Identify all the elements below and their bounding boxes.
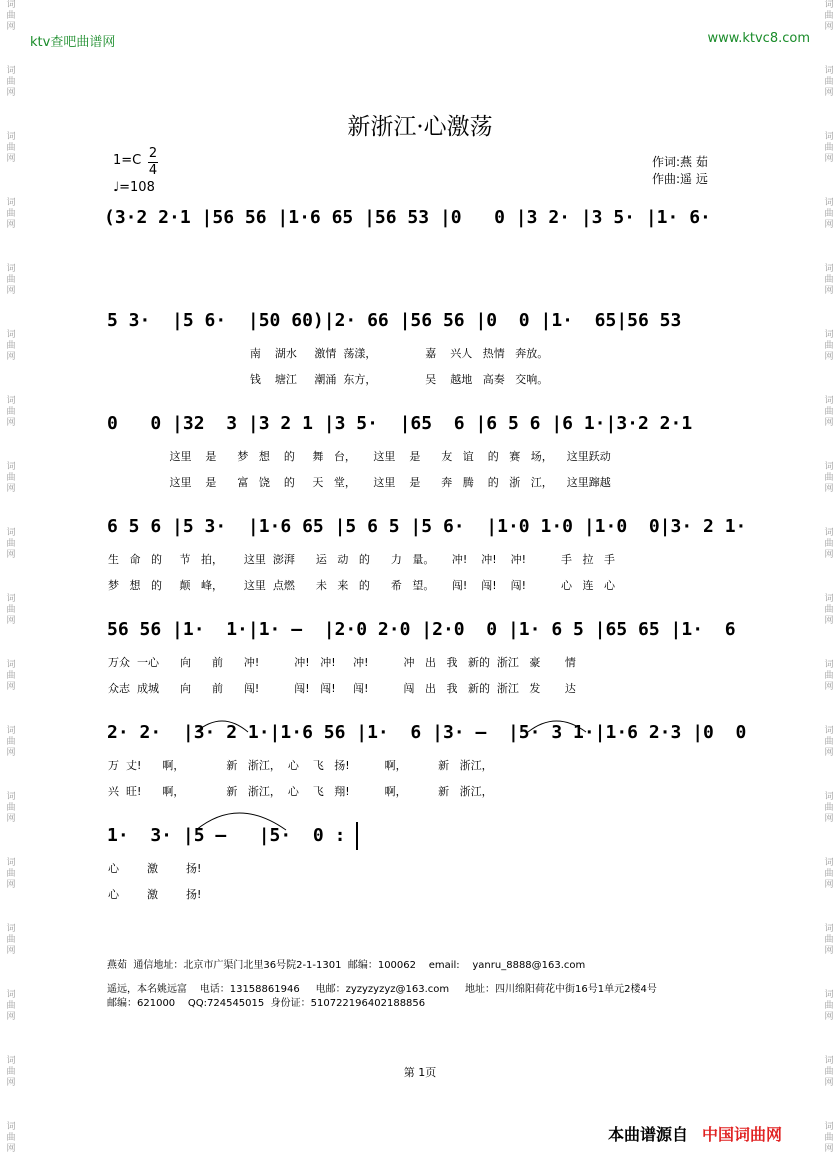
- edge-glyph: 词: [824, 66, 834, 76]
- edge-glyph: 词: [6, 990, 16, 1000]
- edge-glyph: 曲: [824, 209, 834, 219]
- edge-glyph: 词: [824, 792, 834, 802]
- slur-mark: [196, 721, 248, 732]
- edge-glyph: 词: [6, 1122, 16, 1132]
- edge-glyph: 曲: [824, 407, 834, 417]
- lyrics-7b: 心 激 扬!: [108, 888, 202, 901]
- edge-glyph: 网: [6, 748, 16, 758]
- edge-glyph: 网: [6, 1078, 16, 1088]
- edge-glyph: 词: [6, 792, 16, 802]
- edge-glyph: 曲: [824, 143, 834, 153]
- contact-line-2: 遥远，本名姚远富 电话：13158861946 电邮：zyzyzyzyz@163.com 地址：四川绵阳荷花中街16号1单元2楼4号: [107, 984, 657, 995]
- site-name-left[interactable]: ktv查吧曲谱网: [30, 35, 116, 50]
- edge-glyph: 网: [6, 880, 16, 890]
- notation-line-4: 6 5 6 |5 3· |1·6 65 |5 6 5 |5 6· |1·0 1·0 |1·0 0|3· 2 1·: [107, 516, 747, 537]
- tempo-marking: ♩=108: [113, 180, 155, 195]
- edge-glyph: 曲: [6, 143, 16, 153]
- edge-glyph: 曲: [824, 935, 834, 945]
- edge-glyph: 曲: [824, 671, 834, 681]
- edge-glyph: 曲: [6, 935, 16, 945]
- lyrics-3b: 这里 是 富 饶 的 天 堂， 这里 是 奔 腾 的 浙 江， 这里蹿越: [110, 476, 611, 489]
- edge-glyph: 网: [824, 1012, 834, 1022]
- edge-glyph: 网: [6, 616, 16, 626]
- time-top: 2: [148, 146, 158, 161]
- edge-glyph: 词: [6, 198, 16, 208]
- edge-glyph: 曲: [6, 473, 16, 483]
- edge-glyph: 曲: [6, 671, 16, 681]
- edge-glyph: 曲: [824, 1133, 834, 1143]
- lyrics-3a: 这里 是 梦 想 的 舞 台， 这里 是 友 谊 的 赛 场， 这里跃动: [110, 450, 611, 463]
- edge-glyph: 词: [6, 462, 16, 472]
- key-signature: 1=C: [113, 153, 142, 168]
- edge-glyph: 词: [824, 594, 834, 604]
- edge-glyph: 曲: [824, 539, 834, 549]
- edge-glyph: 网: [824, 154, 834, 164]
- edge-glyph: 词: [6, 858, 16, 868]
- edge-glyph: 网: [6, 1012, 16, 1022]
- edge-glyph: 曲: [6, 605, 16, 615]
- edge-glyph: 词: [824, 726, 834, 736]
- edge-glyph: 网: [6, 418, 16, 428]
- edge-glyph: 网: [824, 22, 834, 32]
- edge-glyph: 网: [824, 286, 834, 296]
- lyrics-4b: 梦 想 的 颠 峰， 这里 点燃 未 来 的 希 望。 闯! 闯! 闯! 心 连 心: [108, 579, 615, 592]
- edge-glyph: 网: [824, 484, 834, 494]
- lyrics-6b: 兴 旺! 啊， 新 浙江， 心 飞 翔! 啊， 新 浙江，: [108, 785, 493, 798]
- edge-glyph: 词: [6, 924, 16, 934]
- edge-glyph: 词: [824, 858, 834, 868]
- edge-glyph: 词: [824, 990, 834, 1000]
- edge-glyph: 曲: [6, 1067, 16, 1077]
- lyrics-6a: 万 丈! 啊， 新 浙江， 心 飞 扬! 啊， 新 浙江，: [108, 759, 493, 772]
- notation-line-1: (3·2 2·1 |56 56 |1·6 65 |56 53 |0 0 |3 2· |3 5· |1· 6·: [104, 207, 711, 228]
- lyrics-5b: 众志 成城 向 前 闯! 闯! 闯! 闯! 闯 出 我 新的 浙江 发 达: [108, 682, 576, 695]
- edge-glyph: 网: [6, 88, 16, 98]
- edge-glyph: 词: [824, 1122, 834, 1132]
- lyrics-7a: 心 激 扬!: [108, 862, 202, 875]
- edge-glyph: 词: [6, 660, 16, 670]
- edge-glyph: 词: [824, 264, 834, 274]
- edge-glyph: 曲: [824, 605, 834, 615]
- edge-glyph: 词: [6, 66, 16, 76]
- edge-glyph: 曲: [824, 737, 834, 747]
- edge-glyph: 网: [6, 220, 16, 230]
- edge-glyph: 词: [824, 198, 834, 208]
- source-credit: [608, 1122, 782, 1145]
- edge-glyph: 曲: [6, 341, 16, 351]
- edge-glyph: 曲: [824, 1067, 834, 1077]
- edge-glyph: 词: [6, 1056, 16, 1066]
- edge-glyph: 词: [6, 528, 16, 538]
- edge-glyph: 词: [824, 660, 834, 670]
- edge-glyph: 词: [824, 330, 834, 340]
- notation-line-5: 56 56 |1· 1·|1· — |2·0 2·0 |2·0 0 |1· 6 5 |65 65 |1· 6: [107, 619, 736, 640]
- edge-glyph: 词: [824, 528, 834, 538]
- edge-glyph: 曲: [824, 1001, 834, 1011]
- edge-glyph: 词: [6, 726, 16, 736]
- edge-glyph: 曲: [824, 803, 834, 813]
- composer-credit: 作曲:遥 远: [652, 172, 708, 186]
- page-number: 第 1页: [403, 1066, 437, 1079]
- edge-glyph: 曲: [824, 341, 834, 351]
- lyrics-5a: 万众 一心 向 前 冲! 冲! 冲! 冲! 冲 出 我 新的 浙江 豪 情: [108, 656, 576, 669]
- edge-glyph: 网: [6, 154, 16, 164]
- edge-glyph: 曲: [824, 275, 834, 285]
- song-title: 新浙江·心激荡: [347, 114, 493, 140]
- edge-glyph: 曲: [6, 539, 16, 549]
- edge-glyph: 词: [6, 330, 16, 340]
- edge-glyph: 网: [6, 22, 16, 32]
- edge-glyph: 词: [824, 396, 834, 406]
- edge-glyph: 网: [6, 946, 16, 956]
- time-bottom: 4: [148, 163, 158, 178]
- edge-glyph: 网: [824, 1144, 834, 1154]
- edge-glyph: 网: [824, 748, 834, 758]
- notation-line-2: 5 3· |5 6· |50 60)|2· 66 |56 56 |0 0 |1· 65|56 53: [107, 310, 682, 331]
- source-prefix: 本曲谱源自: [608, 1125, 689, 1144]
- edge-glyph: 曲: [6, 77, 16, 87]
- edge-glyph: 词: [6, 0, 16, 10]
- edge-glyph: 曲: [824, 77, 834, 87]
- edge-glyph: 曲: [6, 209, 16, 219]
- edge-glyph: 曲: [6, 275, 16, 285]
- source-site[interactable]: 中国词曲网: [702, 1125, 783, 1144]
- edge-glyph: 曲: [6, 803, 16, 813]
- edge-glyph: 网: [824, 418, 834, 428]
- edge-glyph: 网: [6, 682, 16, 692]
- edge-glyph: 网: [824, 814, 834, 824]
- edge-glyph: 网: [6, 1144, 16, 1154]
- edge-glyph: 网: [824, 880, 834, 890]
- edge-glyph: 词: [824, 132, 834, 142]
- edge-glyph: 网: [6, 352, 16, 362]
- edge-glyph: 词: [6, 396, 16, 406]
- edge-glyph: 网: [6, 484, 16, 494]
- site-url-right[interactable]: www.ktvc8.com: [707, 31, 810, 46]
- slur-mark: [528, 721, 586, 732]
- edge-glyph: 网: [824, 1078, 834, 1088]
- edge-glyph: 词: [824, 1056, 834, 1066]
- contact-line-3: 邮编：621000 QQ:724545015 身份证：510722196402188856: [107, 998, 426, 1009]
- edge-glyph: 曲: [6, 1001, 16, 1011]
- edge-glyph: 网: [824, 682, 834, 692]
- edge-glyph: 网: [824, 616, 834, 626]
- slur-mark: [196, 813, 286, 830]
- edge-glyph: 词: [824, 0, 834, 10]
- edge-glyph: 曲: [6, 1133, 16, 1143]
- notation-line-6: 2· 2· |3· 2 1·|1·6 56 |1· 6 |3· — |5· 3 1·|1·6 2·3 |0 0: [107, 722, 747, 743]
- edge-glyph: 网: [824, 352, 834, 362]
- edge-glyph: 网: [6, 814, 16, 824]
- edge-glyph: 词: [824, 462, 834, 472]
- edge-glyph: 曲: [6, 869, 16, 879]
- edge-glyph: 曲: [824, 869, 834, 879]
- lyricist-credit: 作词:燕 茹: [652, 155, 708, 169]
- edge-glyph: 网: [6, 286, 16, 296]
- edge-glyph: 曲: [6, 11, 16, 21]
- edge-glyph: 网: [824, 946, 834, 956]
- edge-glyph: 词: [6, 594, 16, 604]
- edge-glyph: 网: [824, 550, 834, 560]
- contact-line-1: 燕茹 通信地址：北京市广渠门北里36号院2-1-1301 邮编：100062 email: yanru_8888@163.com: [107, 960, 586, 971]
- edge-glyph: 曲: [6, 737, 16, 747]
- edge-glyph: 曲: [824, 473, 834, 483]
- lyrics-2a: 南 湖水 激情 荡漾， 嘉 兴人 热情 奔放。: [110, 347, 549, 360]
- edge-glyph: 曲: [6, 407, 16, 417]
- notation-line-7: 1· 3· |5 — |5· 0 :: [107, 825, 346, 846]
- notation-line-3: 0 0 |32 3 |3 2 1 |3 5· |65 6 |6 5 6 |6 1·|3·2 2·1: [107, 413, 693, 434]
- edge-glyph: 网: [824, 220, 834, 230]
- edge-glyph: 词: [824, 924, 834, 934]
- edge-glyph: 曲: [824, 11, 834, 21]
- edge-glyph: 网: [824, 88, 834, 98]
- lyrics-2b: 钱 塘江 潮涌 东方， 吴 越地 高奏 交响。: [110, 373, 549, 386]
- lyrics-4a: 生 命 的 节 拍， 这里 澎湃 运 动 的 力 量。 冲! 冲! 冲! 手 拉 手: [108, 553, 615, 566]
- edge-glyph: 词: [6, 264, 16, 274]
- edge-glyph: 网: [6, 550, 16, 560]
- edge-glyph: 词: [6, 132, 16, 142]
